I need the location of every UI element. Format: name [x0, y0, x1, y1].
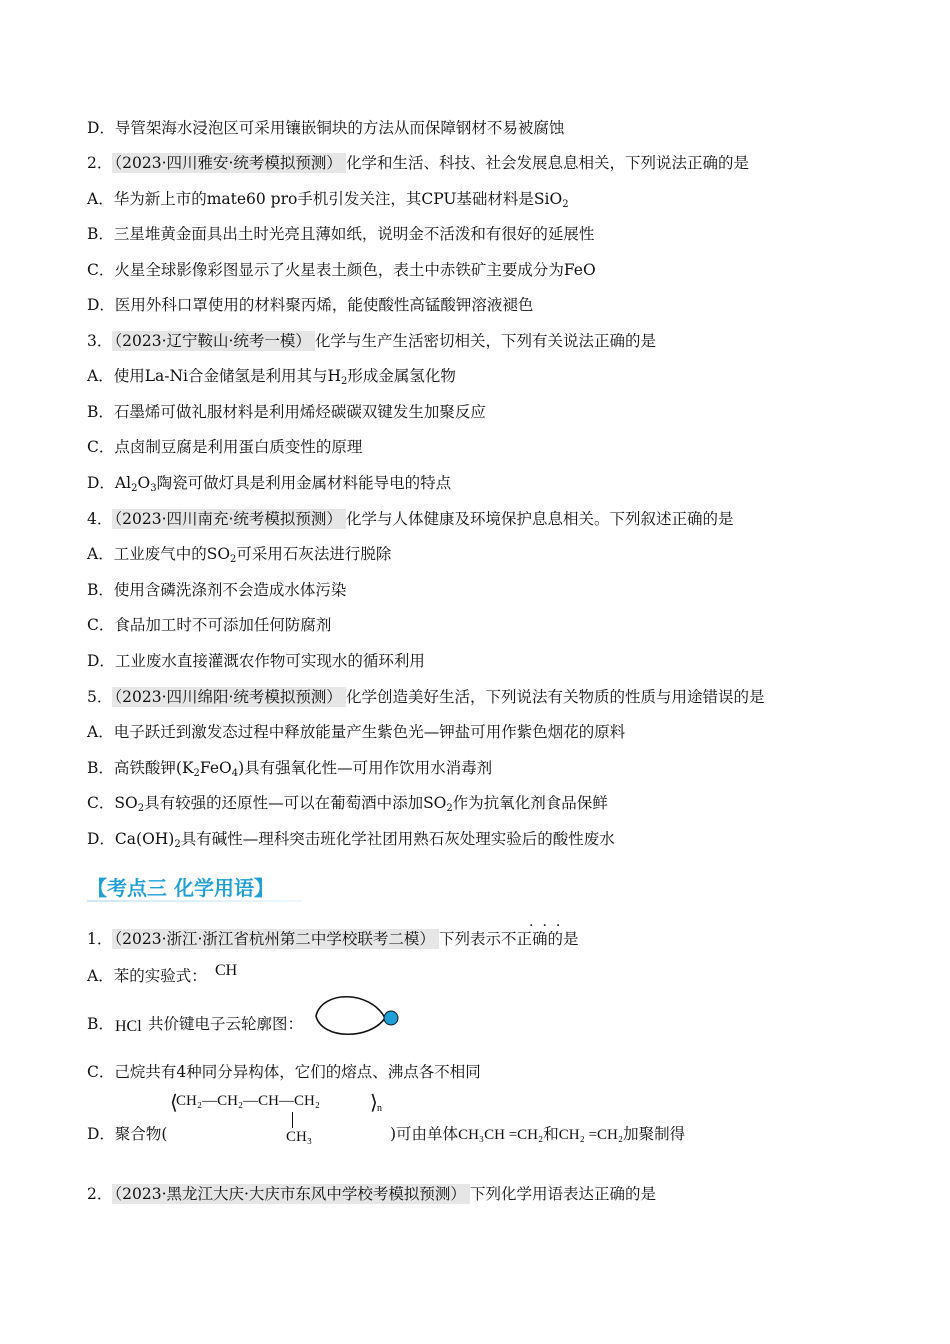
q4-option-a: A．工业废气中的$SO_2$可采用石灰法进行脱除 — [87, 545, 392, 565]
emphasis-text: 不正确 — [500, 930, 548, 948]
heading-underline — [87, 900, 302, 902]
source-tag: （2023·四川雅安·统考模拟预测） — [112, 153, 346, 173]
s3q1-option-c: C．己烷共有4种同分异构体，它们的熔点、沸点各不相同 — [87, 1063, 481, 1081]
source-tag: （2023·黑龙江大庆·大庆市东风中学校考模拟预测） — [112, 1184, 470, 1204]
s3q1-option-b-label: B． — [87, 1015, 114, 1033]
q2-option-a: A．华为新上市的mate60 pro手机引发关注，其CPU基础材料是SiO$_2$ — [87, 190, 569, 210]
q5-option-a: A．电子跃迁到激发态过程中释放能量产生紫色光—钾盐可用作紫色烟花的原料 — [87, 723, 626, 741]
q3-option-a: A．使用La-Ni合金储氢是利用其与$H_2$形成金属氢化物 — [87, 367, 456, 387]
source-tag: （2023·四川绵阳·统考模拟预测） — [112, 687, 346, 707]
electron-cloud-diagram — [310, 992, 405, 1042]
q3-option-b: B．石墨烯可做礼服材料是利用烯烃碳碳双键发生加聚反应 — [87, 403, 486, 421]
s3q1-option-b: 共价键电子云轮廓图： — [148, 1015, 304, 1033]
q1-option-d: D．导管架海水浸泡区可采用镶嵌铜块的方法从而保障钢材不易被腐蚀 — [87, 119, 565, 137]
benzene-empirical-formula: CH — [215, 962, 238, 979]
q3-option-c: C．点卤制豆腐是利用蛋白质变性的原理 — [87, 438, 363, 456]
source-tag: （2023·浙江·浙江省杭州第二中学校联考二模） — [112, 929, 439, 949]
q4-option-b: B．使用含磷洗涤剂不会造成水体污染 — [87, 581, 347, 599]
q4-option-d: D．工业废水直接灌溉农作物可实现水的循环利用 — [87, 652, 425, 670]
question-2-stem: 2． （2023·四川雅安·统考模拟预测） 化学和生活、科技、社会发展息息相关，下列说法正确的是 — [87, 154, 749, 172]
q4-option-c: C．食品加工时不可添加任何防腐剂 — [87, 616, 332, 634]
s3-question-2-stem: 2． （2023·黑龙江大庆·大庆市东风中学校考模拟预测） 下列化学用语表达正确的是 — [87, 1185, 656, 1203]
q2-option-b: B．三星堆黄金面具出土时光亮且薄如纸，说明金不活泼和有很好的延展性 — [87, 225, 595, 243]
hcl-formula: HCl — [115, 1018, 142, 1035]
q2-option-c: C．火星全球影像彩图显示了火星表土颜色，表土中赤铁矿主要成分为FeO — [87, 261, 596, 279]
question-3-stem: 3． （2023·辽宁鞍山·统考一模） 化学与生产生活密切相关，下列有关说法正确的是 — [87, 332, 656, 350]
section-heading: 【考点三 化学用语】 — [87, 876, 274, 900]
q5-option-c: C．$SO_2$具有较强的还原性—可以在葡萄酒中添加$SO_2$作为抗氧化剂食品保鲜 — [87, 794, 608, 814]
s3q1-option-d: D．聚合物( — [87, 1125, 168, 1143]
s3q1-option-a: A．苯的实验式： — [87, 967, 207, 985]
emphasis-dots: ··· — [529, 918, 570, 934]
q3-option-d: D．$Al_2O_3$陶瓷可做灯具是利用金属材料能导电的特点 — [87, 474, 452, 494]
s3q1-option-d-tail: )可由单体CH₃CH =CH₂和CH₂ =CH₂加聚制得 — [390, 1125, 686, 1143]
q5-option-b: B．高铁酸钾$(K_2FeO_4)$具有强氧化性—可用作饮用水消毒剂 — [87, 759, 493, 779]
source-tag: （2023·四川南充·统考模拟预测） — [112, 509, 346, 529]
question-5-stem: 5． （2023·四川绵阳·统考模拟预测） 化学创造美好生活，下列说法有关物质的性质与用途错误的是 — [87, 688, 765, 706]
question-4-stem: 4． （2023·四川南充·统考模拟预测） 化学与人体健康及环境保护息息相关。下列叙述正确的是 — [87, 510, 734, 528]
q2-option-d: D．医用外科口罩使用的材料聚丙烯，能使酸性高锰酸钾溶液褪色 — [87, 296, 534, 314]
s3-question-1-stem: 1． （2023·浙江·浙江省杭州第二中学校联考二模） 下列表示不正确的是 — [87, 930, 579, 948]
source-tag: （2023·辽宁鞍山·统考一模） — [112, 331, 315, 351]
q5-option-d: D．$Ca(OH)_2$具有碱性—理科突击班化学社团用熟石灰处理实验后的酸性废水 — [87, 830, 615, 850]
